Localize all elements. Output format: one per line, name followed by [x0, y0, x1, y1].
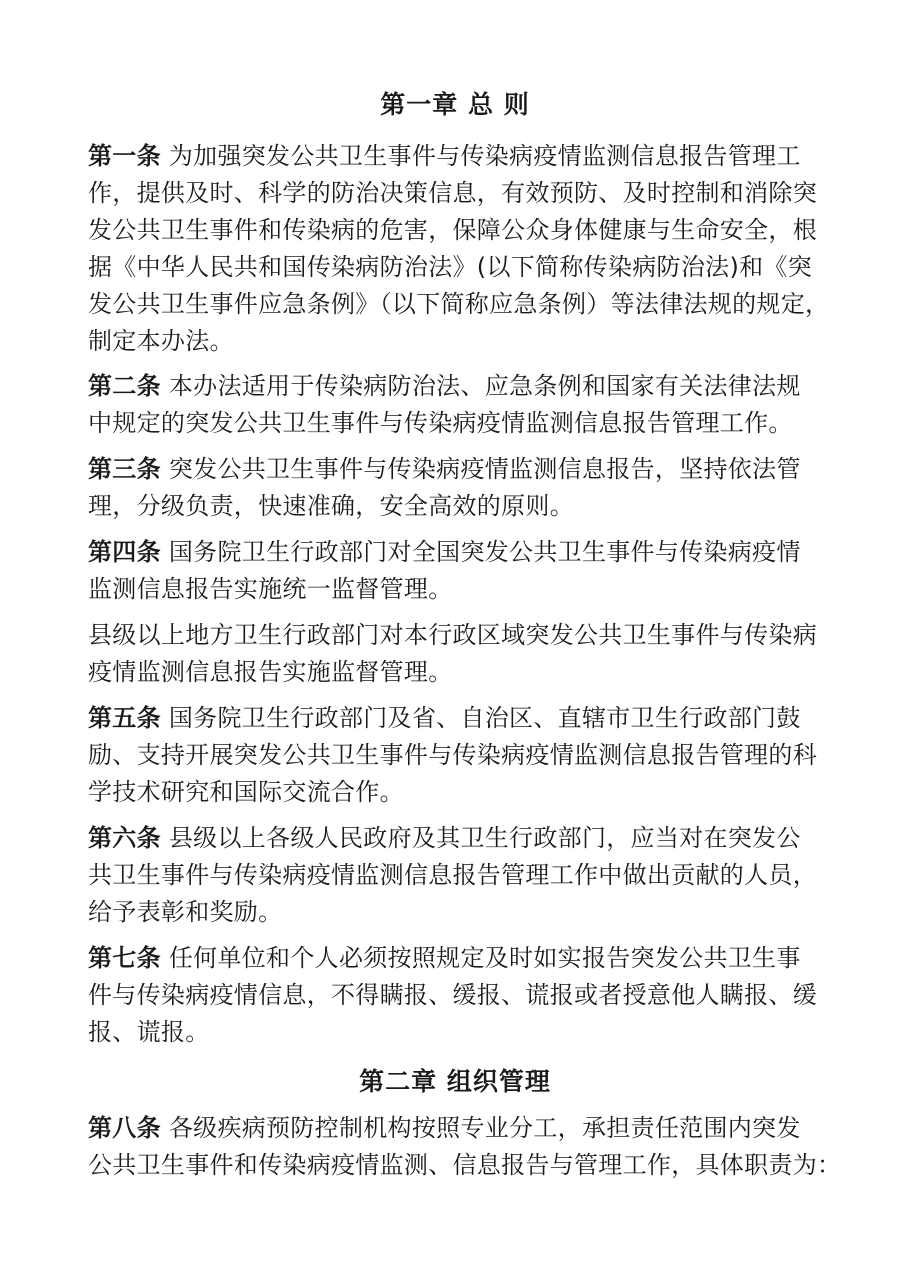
article-4-line-1 — [88, 537, 801, 567]
article-3-label: 第三条 — [88, 455, 161, 483]
article-6-label: 第六条 — [88, 824, 161, 852]
article-4-line-2: 监测信息报告实施统一监督管理。 — [88, 575, 453, 603]
article-3-line-2: 理，分级负责，快速准确，安全高效的原则。 — [88, 492, 574, 520]
article-7-line-2: 件与传染病疫情信息，不得瞒报、缓报、谎报或者授意他人瞒报、缓 — [88, 981, 817, 1009]
article-4-text-1: 国务院卫生行政部门对全国突发公共卫生事件与传染病疫情 — [168, 538, 801, 566]
article-2-line-1 — [88, 371, 801, 401]
article-1-line-2: 作，提供及时、科学的防治决策信息，有效预防、及时控制和消除突 — [88, 179, 817, 207]
article-8-label: 第八条 — [88, 1114, 161, 1142]
article-7-label: 第七条 — [88, 944, 161, 972]
article-2-text-1: 本办法适用于传染病防治法、应急条例和国家有关法律法规 — [168, 372, 801, 400]
article-2-label: 第二条 — [88, 372, 161, 400]
article-1-line-5: 发公共卫生事件应急条例》（以下简称应急条例）等法律法规的规定， — [88, 290, 830, 318]
article-1-line-6: 制定本办法。 — [88, 327, 234, 355]
article-7-line-3: 报、谎报。 — [88, 1018, 210, 1046]
article-4-label: 第四条 — [88, 538, 161, 566]
article-2-line-2: 中规定的突发公共卫生事件与传染病疫情监测信息报告管理工作。 — [88, 409, 793, 437]
article-6-line-3: 给予表彰和奖励。 — [88, 898, 283, 926]
article-3-line-1 — [88, 454, 801, 484]
article-6-line-1 — [88, 823, 801, 853]
article-8-line-2: 公共卫生事件和传染病疫情监测、信息报告与管理工作，具体职责为： — [88, 1151, 842, 1179]
article-7-line-1 — [88, 943, 801, 973]
article-5-line-2: 励、支持开展突发公共卫生事件与传染病疫情监测信息报告管理的科 — [88, 741, 817, 769]
article-5-text-1: 国务院卫生行政部门及省、自治区、直辖市卫生行政部门鼓 — [168, 704, 801, 732]
article-8-line-1 — [88, 1113, 801, 1143]
article-5-line-1 — [88, 703, 801, 733]
article-8-text-1: 各级疾病预防控制机构按照专业分工，承担责任范围内突发 — [168, 1114, 801, 1142]
article-1-text-1: 为加强突发公共卫生事件与传染病疫情监测信息报告管理工 — [168, 142, 801, 170]
paragraph-local-line-1: 县级以上地方卫生行政部门对本行政区域突发公共卫生事件与传染病 — [88, 621, 817, 649]
article-5-label: 第五条 — [88, 704, 161, 732]
chapter-2-title: 第二章 组织管理 — [359, 1067, 551, 1096]
article-3-text-1: 突发公共卫生事件与传染病疫情监测信息报告，坚持依法管 — [168, 455, 801, 483]
article-5-line-3: 学技术研究和国际交流合作。 — [88, 778, 404, 806]
article-1-line-1 — [88, 141, 801, 171]
article-6-line-2: 共卫生事件与传染病疫情监测信息报告管理工作中做出贡献的人员， — [88, 861, 817, 889]
article-1-line-3: 发公共卫生事件和传染病的危害，保障公众身体健康与生命安全，根 — [88, 216, 817, 244]
article-6-text-1: 县级以上各级人民政府及其卫生行政部门，应当对在突发公 — [168, 824, 801, 852]
chapter-1-title: 第一章 总 则 — [380, 90, 530, 119]
article-1-line-4: 据《中华人民共和国传染病防治法》(以下简称传染病防治法)和《突 — [88, 253, 813, 281]
paragraph-local-line-2: 疫情监测信息报告实施监督管理。 — [88, 658, 453, 686]
article-1-label: 第一条 — [88, 142, 161, 170]
article-7-text-1: 任何单位和个人必须按照规定及时如实报告突发公共卫生事 — [168, 944, 801, 972]
